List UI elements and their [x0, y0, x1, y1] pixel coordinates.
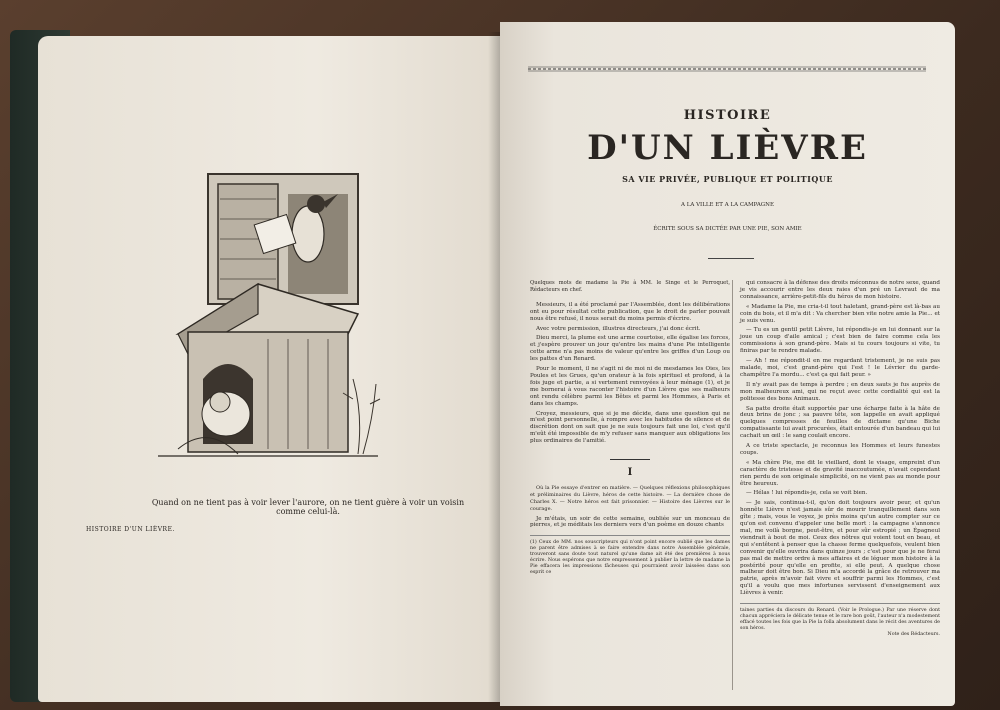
author-line: ÉCRITE SOUS SA DICTÉE PAR UNE PIE, SON AMIE [653, 226, 802, 232]
paragraph: Dieu merci, la plume est une arme courtoise, elle égalise les forces, et j'espère prouver un jour qu'entre les mains d'une Pie intelligente cette arme n'a pas moins de valeur qu'entre les griffes d'un Loup ou les pattes d'un Renard. [530, 335, 730, 363]
section-summary: Où la Pie essaye d'entrer en matière. — Quelques réflexions philosophiques et préliminaires du Lièvre, héros de cette histoire. — La dernière chose de Charles X. — Notre héros est fait prisonnier. — Histoire des Lièvres sur le courage. [530, 484, 730, 512]
paragraph: « Ma chère Pie, me dit le vieillard, dont le visage, empreint d'un caractère de tristesse et de gravité inaccoutumée, n'avait cependant rien perdu de son originale simplicité, on ne vient pas au monde pour être heureux. [740, 459, 940, 487]
paragraph: Il n'y avait pas de temps à perdre ; en deux sauts je fus auprès de mon malheureux ami, qui ne reçut avec cette cordialité qui est la politesse des bons Animaux. [740, 381, 940, 402]
page-title: D'UN LIÈVRE [587, 128, 868, 168]
section-rule [610, 459, 650, 460]
illustration-caption: Quand on ne tient pas à voir lever l'aurore, on ne tient guère à voir un voisin comme celui-là. [151, 498, 465, 516]
title-histoire: HISTOIRE [683, 108, 772, 123]
footnote-continued: taines parties du discours du Renard. (Voir le Prologue.) Par une réserve dont chacun appréciera le délicate tenue et le rare bon goût, l'auteur n'a modestement effacé toutes les fois que la Pie la folla absolument dans le récit des aventures de son héros. [740, 603, 940, 632]
paragraph: Je m'étais, un soir de cette semaine, oubliée sur un monceau de pierres, et je méditais les derniers vers d'un poème en douze chants [530, 515, 730, 529]
paragraph: Pour le moment, il ne s'agit ni de moi ni de mesdames les Oies, les Poules et les Grues, qu'un orateur à la fois spirituel et profond, à la fois juge et partie, a si vertement renvoyées à leur ménage (1), et je me bornerai à vous raconter l'histoire d'un Lièvre que ses malheurs ont rendu célèbre parmi les Bêtes et parmi les Hommes, à Paris et dans les champs. [530, 366, 730, 407]
title-rule [708, 258, 754, 259]
paragraph: Croyez, messieurs, que si je me décide, dans une question qui ne m'est point personnelle, à rompre avec les habitudes de silence et de discrétion dont on sait que je ne suis toujours fait une loi, c'est qu'il m'eût été impossible de m'y refuser sans manquer aux obligations les plus ordinaires de l'amitié. [530, 410, 730, 445]
paragraph: A ce triste spectacle, je reconnus les Hommes et leurs funestes coups. [740, 443, 940, 456]
right-page [500, 22, 955, 706]
section-number: I [627, 467, 633, 479]
subtitle: SA VIE PRIVÉE, PUBLIQUE ET POLITIQUE [622, 174, 833, 184]
text-column-left [530, 280, 730, 576]
paragraph: — Je sais, continua-t-il, qu'on doit toujours avoir peur, et qu'un honnête Lièvre n'est jamais sûr de mourir tranquillement dans son gîte ; mais, vous le voyez, je près moins qu'un autre compter sur ce qu'on est convenu d'appeler une belle mort : la campagne s'annonce mal, me voilà borgne, peut-être, et pour sûr estropié ; un Épagneul viendrait à bout de moi. Ceux des nôtres qui voient tout en beau, et qui s'entêtent à penser que la chasse ferme quelquefois, veulent bien convenir qu'elle ouvrira dans quinze jours ; c'est pour que je ne ferai pas mal de mettre ordre à mes affaires et de léguer mon histoire à la postérité pour qu'elle en profite, si elle peut. A quelque chose malheur doit être bon. Si Dieu m'a accordé la grâce de retrouver ma patrie, après m'avoir fait vivre et souffrir parmi les Hommes, c'est qu'il a voulu que mes infortunes servissent d'enseignement aux Lièvres à venir. [740, 500, 940, 597]
paragraph: Avec votre permission, illustres directeurs, j'ai donc écrit. [536, 325, 701, 332]
note-signature: Note des Rédacteurs. [887, 632, 940, 638]
engraving-doghouse-magpie-icon [148, 164, 388, 464]
column-divider [732, 280, 733, 690]
header-ornament-icon [528, 66, 926, 72]
subtitle-ville-campagne: A LA VILLE ET A LA CAMPAGNE [680, 202, 775, 208]
paragraph: Sa patte droite était supportée par une écharpe faite à la hâte de deux brins de jonc ; sa pauvre tête, son lappelle en avait appliqué quelques compresses de feuilles de dictame qu'une Biche compatissante lui avait procurées, était entourée d'un bandeau qui lui cachait un œil : le sang coulait encore. [740, 405, 940, 440]
running-head: HISTOIRE D'UN LIÈVRE. [86, 526, 175, 533]
paragraph: qui consacre à la défense des droits méconnus de notre sexe, quand je vis accourir entre les deux raies d'un pré un Levraut de ma connaissance, arrière-petit-fils du héros de mon histoire. [740, 280, 940, 300]
intro-line: Quelques mots de madame la Pie à MM. le Singe et le Perroquet, Rédacteurs en chef. [530, 280, 730, 293]
paragraph: « Madame la Pie, me cria-t-il tout haletant, grand-père est là-bas au coin du bois, et il m'a dit : Va chercher bien vite notre amie la Pie... et je suis venu. [740, 303, 940, 324]
paragraph: — Tu es un gentil petit Lièvre, lui répondis-je en lui donnant sur la joue un coup d'aile amical ; c'est bien de faire comme cela les commissions à son grand-père. Mais si tu cours toujours si vite, tu finiras par te rendre malade. [740, 327, 940, 355]
footnote: (1) Ceux de MM. nos souscripteurs qui n'ont point encore oublié que les dames ne parent être admises à se faire entendre dans notre Assemblée générale, trouveront sans doute tout naturel qu'une dame ait été des premières à nous écrire. Nous espérons que notre empressement à publier la lettre de madame la Pie effacera les impressions fâcheuses qui pourraient avoir laissées dans son esprit ce [530, 535, 730, 576]
left-page [38, 36, 500, 702]
text-column-right [740, 280, 940, 639]
paragraph: — Ah ! me répondit-il en me regardant tristement, je ne suis pas malade, moi, c'est grand-père qui l'est ! le Lévrier du garde-champêtre l'a mordu... c'est ça qui fait peur. » [740, 358, 940, 378]
paragraph: Messieurs, il a été proclamé par l'Assemblée, dont les délibérations ont eu pour résultat cette publication, que le droit de parler pouvait nous être refusé, il nous serait du moins permis d'écrire. [530, 301, 730, 322]
open-book [10, 12, 955, 702]
paragraph: — Hélas ! lui répondis-je, cela se voit bien. [746, 490, 868, 497]
